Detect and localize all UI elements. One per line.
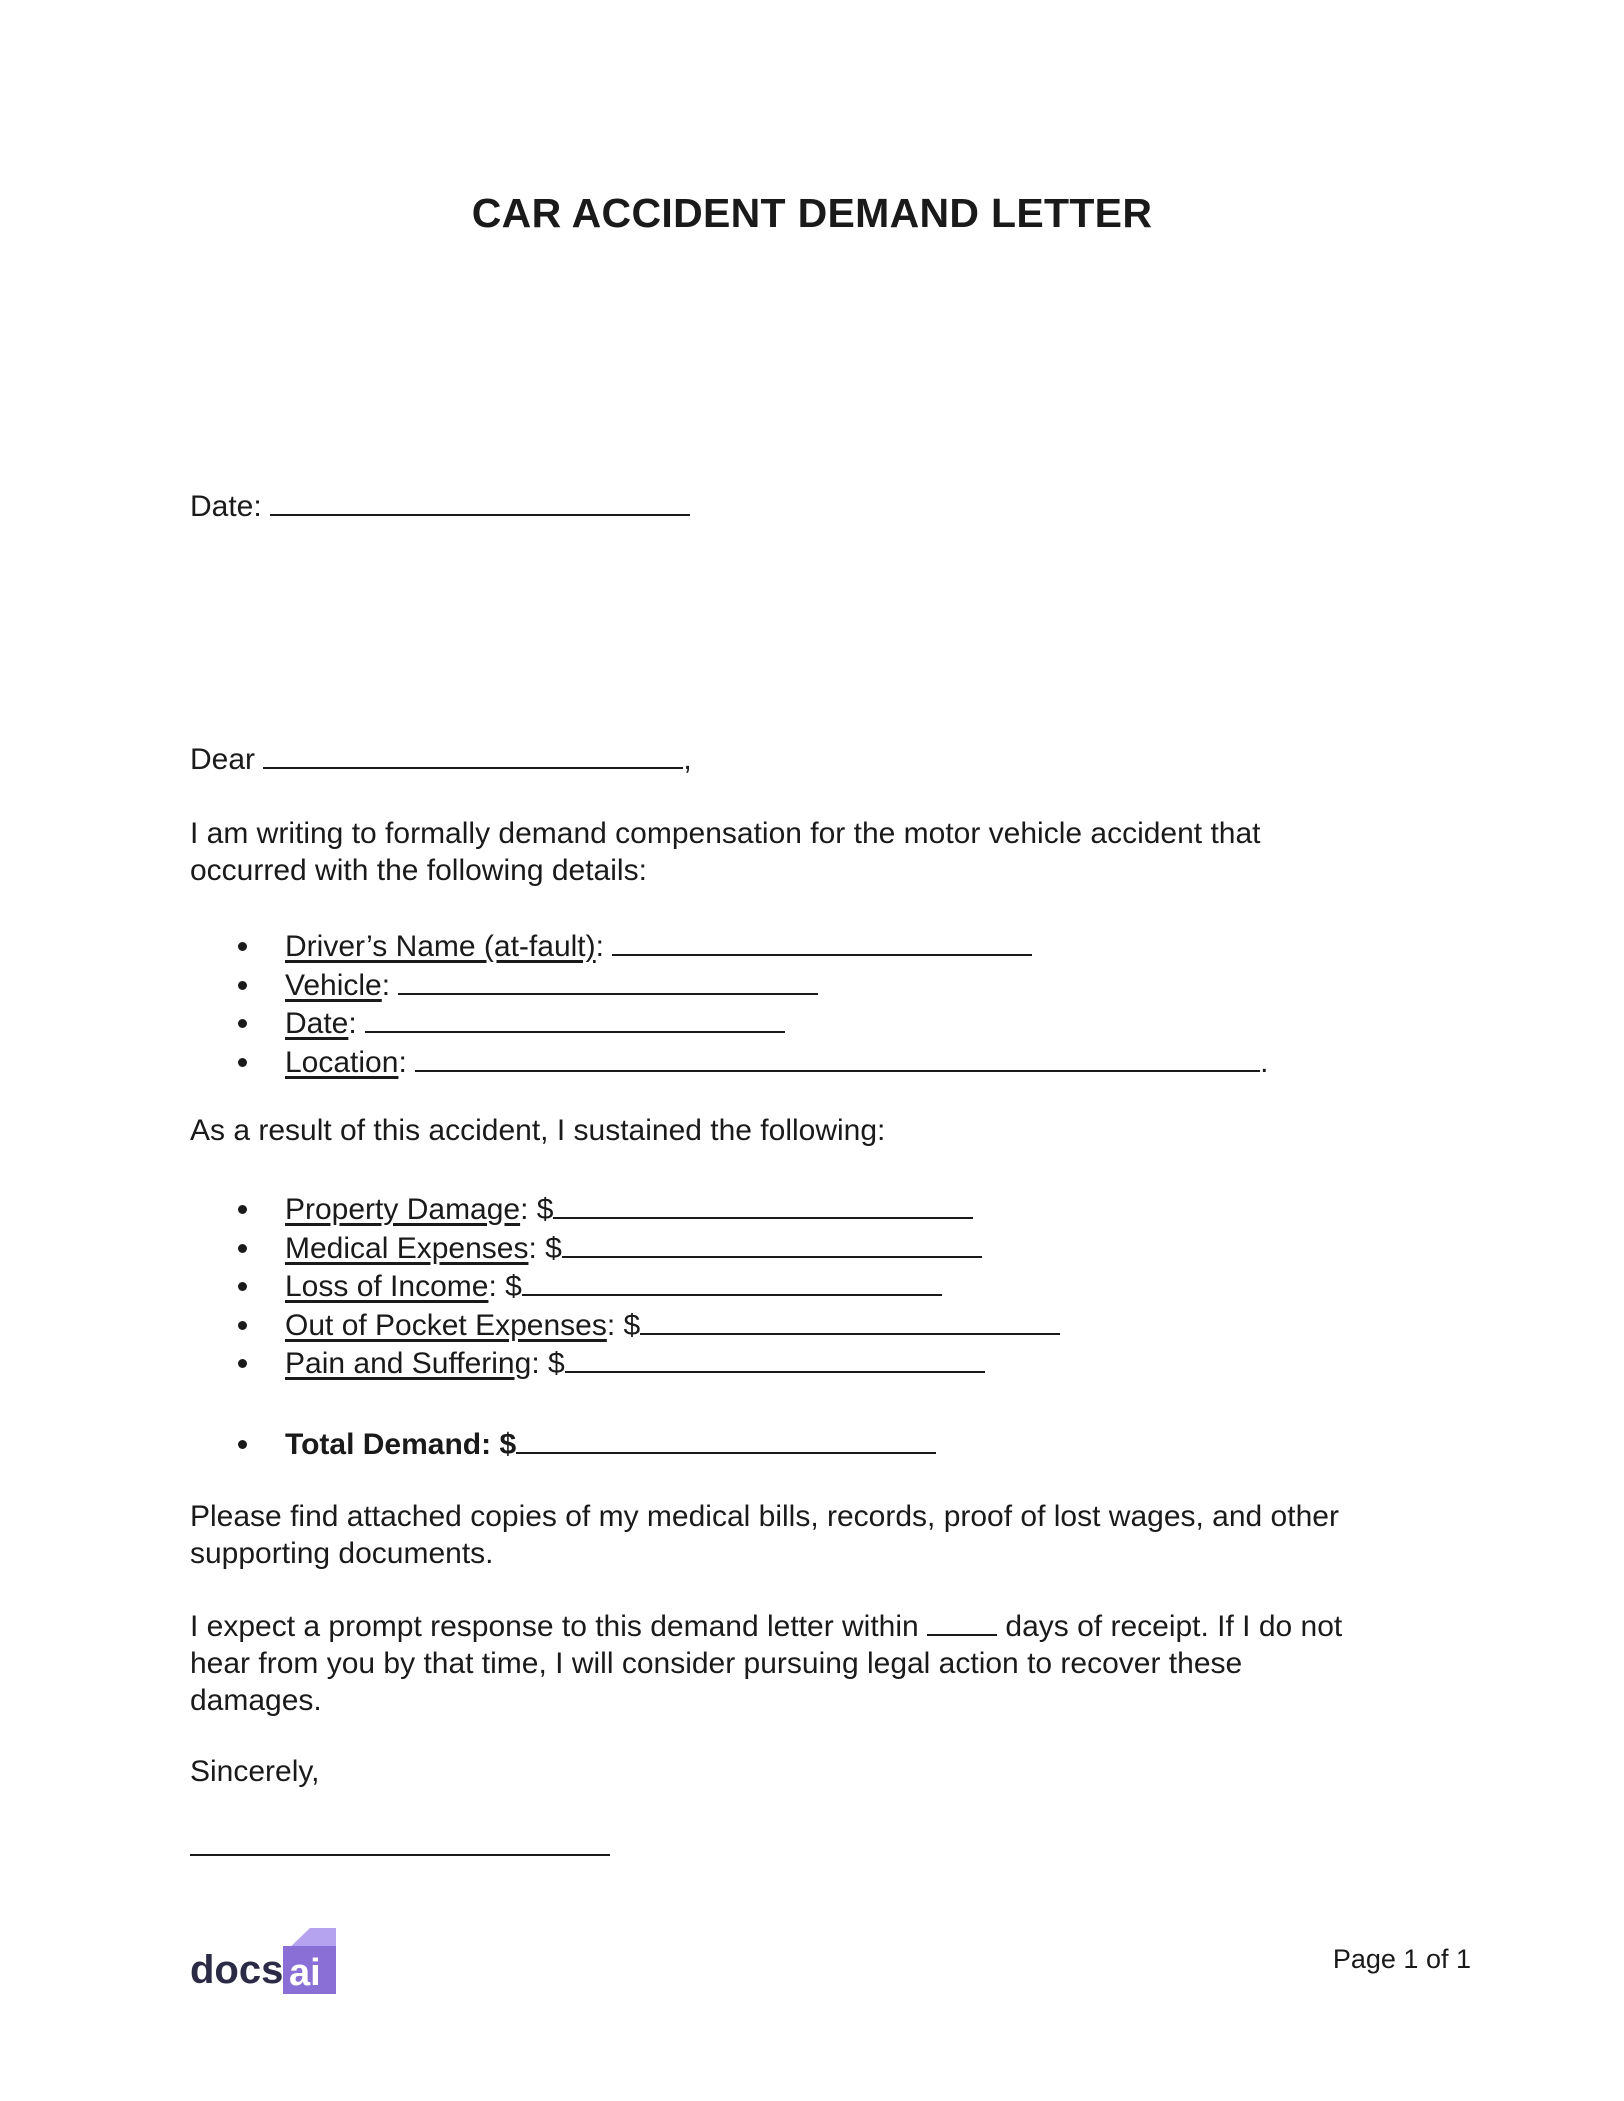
intro-paragraph [190, 815, 1261, 889]
vehicle-blank[interactable] [398, 966, 818, 995]
detail-colon: : [381, 968, 391, 1002]
salutation-comma: , [683, 743, 692, 776]
dollar-sign: : $ [528, 1231, 562, 1265]
detail-colon: : [398, 1045, 407, 1079]
attachments-line: Please find attached copies of my medical bills, records, proof of lost wages, and other [190, 1500, 1339, 1533]
response-text: days of receipt. If I do not [1005, 1610, 1343, 1643]
date-line [190, 487, 690, 525]
damage-label: Medical Expenses [285, 1231, 529, 1265]
detail-item-vehicle [190, 966, 1268, 1005]
dollar-sign: : $ [520, 1193, 554, 1226]
damage-label: Out of Pocket Expenses [285, 1308, 607, 1342]
dollar-sign: : $ [488, 1270, 522, 1303]
driver-name-blank[interactable] [612, 927, 1032, 956]
response-line [190, 1607, 1342, 1645]
result-intro: As a result of this accident, I sustained the following: [190, 1114, 886, 1147]
detail-label: Location [285, 1045, 399, 1079]
days-blank[interactable] [927, 1607, 997, 1636]
page-number: Page 1 of 1 [1332, 1944, 1471, 1974]
docsai-logo [190, 1928, 340, 1994]
salutation-line [190, 740, 692, 778]
detail-item-date [190, 1004, 1268, 1043]
total-demand-list [190, 1425, 936, 1464]
property-damage-blank[interactable] [553, 1190, 973, 1219]
detail-colon: : [348, 1007, 357, 1040]
total-demand-item [190, 1425, 936, 1464]
response-paragraph [190, 1607, 1342, 1719]
damage-label: Pain and Suffering [285, 1347, 532, 1380]
document-title: CAR ACCIDENT DEMAND LETTER [471, 190, 1153, 236]
damages-list [190, 1190, 1060, 1383]
detail-label: Driver’s Name (at-fault) [285, 930, 596, 963]
out-of-pocket-blank[interactable] [640, 1306, 1060, 1335]
damage-item-medical [190, 1229, 1060, 1268]
damage-item-property [190, 1190, 1060, 1229]
date-blank[interactable] [270, 487, 690, 516]
intro-line: occurred with the following details: [190, 854, 647, 887]
detail-item-location [190, 1043, 1268, 1082]
medical-expenses-blank[interactable] [562, 1229, 982, 1258]
total-demand-blank[interactable] [516, 1425, 936, 1454]
damage-label: Loss of Income [285, 1270, 489, 1303]
recipient-blank[interactable] [263, 740, 683, 769]
accident-details-list [190, 927, 1268, 1081]
location-blank[interactable] [415, 1043, 1260, 1072]
detail-label: Date [285, 1007, 349, 1040]
detail-label: Vehicle [285, 968, 382, 1002]
logo-badge-text: ai [289, 1952, 321, 1994]
response-text: I expect a prompt response to this demand letter within [190, 1610, 919, 1643]
attachments-line: supporting documents. [190, 1537, 494, 1570]
logo-text: docs [190, 1948, 284, 1992]
signature-line[interactable] [190, 1854, 610, 1856]
attachments-paragraph [190, 1498, 1339, 1572]
damage-item-income [190, 1267, 1060, 1306]
damage-item-pain [190, 1344, 1060, 1383]
salutation-label: Dear [190, 743, 256, 776]
total-demand-label: Total Demand: $ [285, 1428, 517, 1461]
closing: Sincerely, [190, 1755, 320, 1788]
loss-of-income-blank[interactable] [522, 1267, 942, 1296]
dollar-sign: : $ [606, 1308, 641, 1342]
dollar-sign: : $ [531, 1347, 565, 1380]
damage-label: Property Damage [285, 1193, 521, 1226]
damage-item-out-of-pocket [190, 1306, 1060, 1345]
intro-line: I am writing to formally demand compensation for the motor vehicle accident that [190, 817, 1261, 850]
location-period: . [1260, 1045, 1269, 1079]
accident-date-blank[interactable] [365, 1004, 785, 1033]
response-line: damages. [190, 1684, 322, 1717]
detail-colon: : [595, 930, 604, 963]
detail-item-driver [190, 927, 1268, 966]
response-line: hear from you by that time, I will consider pursuing legal action to recover these [190, 1647, 1243, 1680]
date-label: Date: [190, 490, 262, 523]
pain-suffering-blank[interactable] [565, 1344, 985, 1373]
